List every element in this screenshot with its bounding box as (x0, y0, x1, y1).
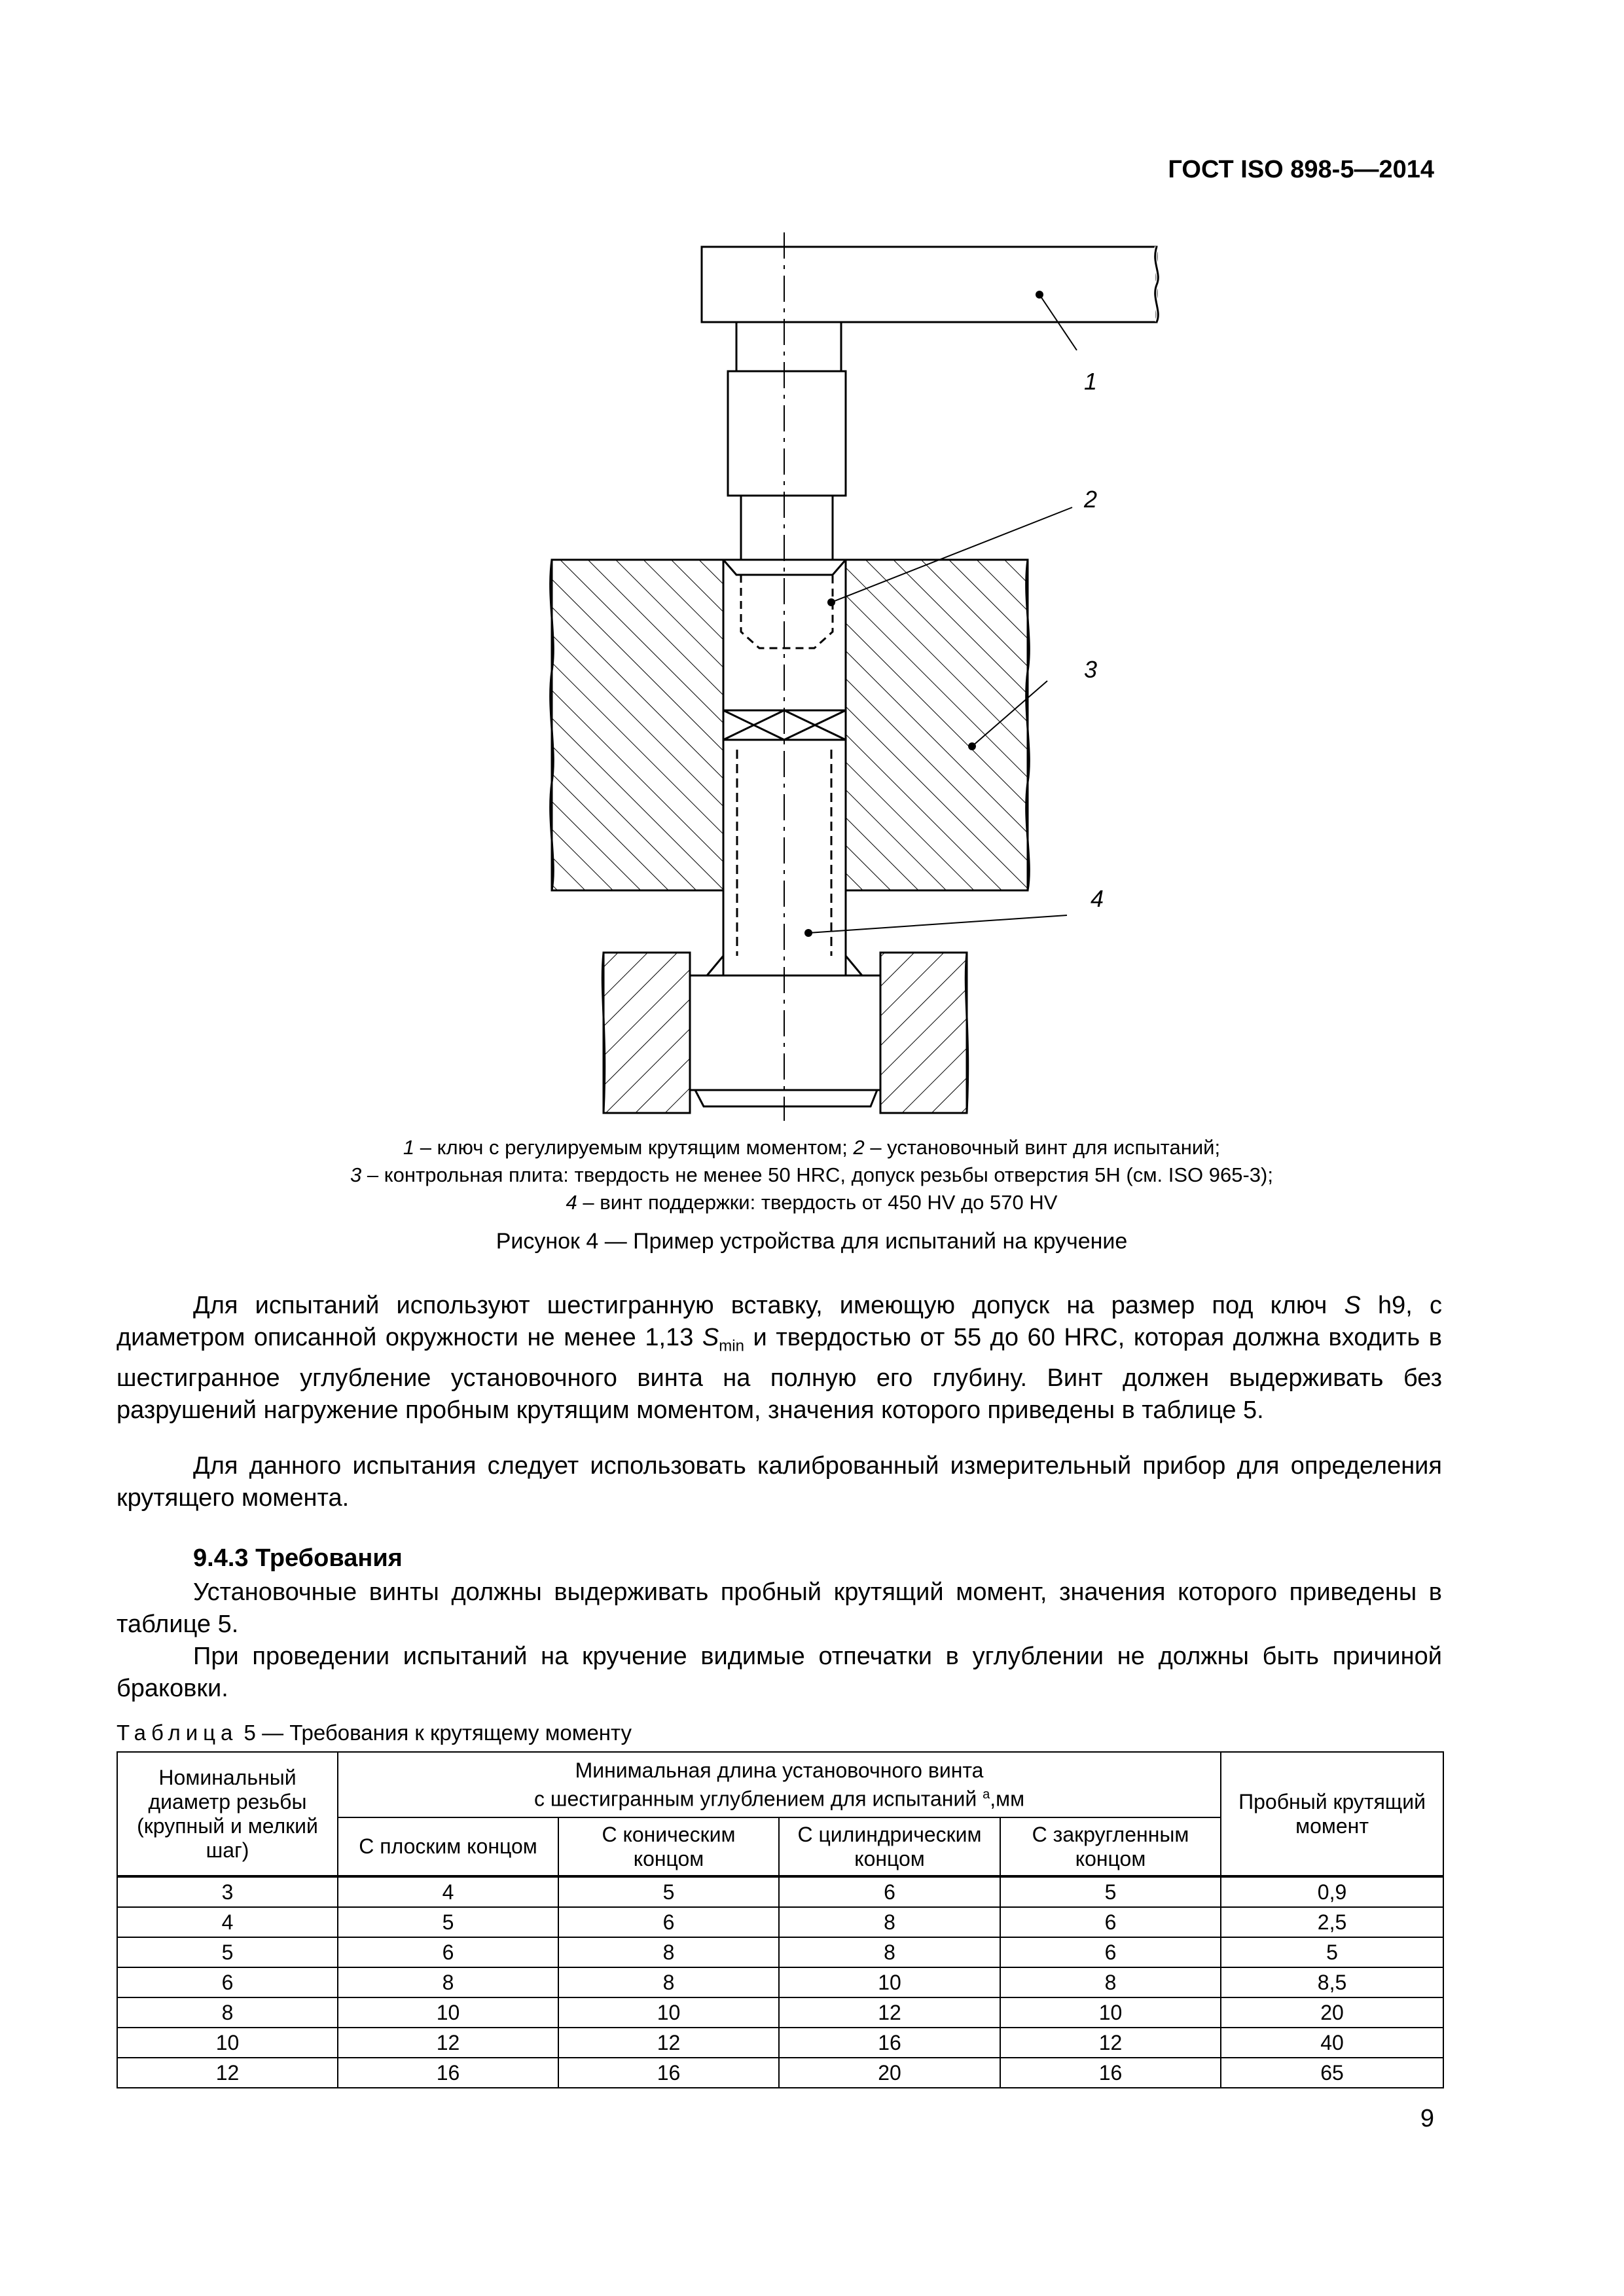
table-cell: 40 (1221, 2028, 1443, 2058)
page-number: 9 (1420, 2105, 1434, 2132)
header-min-length: Минимальная длина установочного винта с шестигранным углублением для испытаний $^a$,мм (338, 1752, 1221, 1817)
torque-requirements-table (117, 1751, 1444, 2088)
table-cell: 5 (1221, 1937, 1443, 1967)
header-cylinder-end: С цилиндрическим концом (779, 1817, 1000, 1876)
body-paragraph: При проведении испытаний на кручение видимые отпечатки в углублении не должны быть причиной браковки. (117, 1643, 1442, 1702)
header-flat-end: С плоским концом (338, 1817, 558, 1876)
table-cell: 8 (1000, 1967, 1221, 1997)
table-row (117, 2058, 1443, 2088)
table-cell: 6 (1000, 1907, 1221, 1937)
table-cell: 16 (1000, 2058, 1221, 2088)
table-cell: 8 (338, 1967, 558, 1997)
table-cell: 20 (779, 2058, 1000, 2088)
table-cell: 5 (558, 1876, 779, 1907)
table-cell: 65 (1221, 2058, 1443, 2088)
table-cell: 10 (117, 2028, 338, 2058)
header-cone-end: С коническим концом (558, 1817, 779, 1876)
table-cell: 10 (558, 1997, 779, 2028)
header-thread-diameter: Номинальный диаметр резьбы (крупный и мелкий шаг) (117, 1752, 338, 1876)
table-cell: 12 (558, 2028, 779, 2058)
body-paragraph: Установочные винты должны выдерживать пробный крутящий момент, значения которого приведены в таблице 5. (117, 1578, 1442, 1638)
table-cell: 16 (779, 2028, 1000, 2058)
table-title: Таблица 5 — Требования к крутящему моменту (117, 1721, 632, 1745)
table-cell: 16 (338, 2058, 558, 2088)
table-cell: 12 (117, 2058, 338, 2088)
table-cell: 4 (117, 1907, 338, 1937)
table-cell: 6 (1000, 1937, 1221, 1967)
header-rounded-end: С закругленным концом (1000, 1817, 1221, 1876)
table-cell: 12 (779, 1997, 1000, 2028)
table-cell: 4 (338, 1876, 558, 1907)
table-cell: 6 (338, 1937, 558, 1967)
table-cell: 8 (558, 1937, 779, 1967)
table-cell: 3 (117, 1876, 338, 1907)
table-cell: 8 (117, 1997, 338, 2028)
table-cell: 12 (338, 2028, 558, 2058)
figure-legend-line: 4 – винт поддержки: твердость от 450 HV до 570 HV (566, 1191, 1058, 1214)
body-paragraph: Для данного испытания следует использовать калиброванный измерительный прибор для определения крутящего момента. (117, 1452, 1442, 1512)
callout-3: 3 (1084, 656, 1098, 683)
table-row (117, 1907, 1443, 1937)
table-cell: 16 (558, 2058, 779, 2088)
table-cell: 6 (117, 1967, 338, 1997)
callout-2: 2 (1084, 486, 1098, 513)
callout-1: 1 (1084, 368, 1098, 395)
header-proof-torque: Пробный крутящий момент (1221, 1752, 1443, 1876)
table-cell: 5 (1000, 1876, 1221, 1907)
table-cell: 12 (1000, 2028, 1221, 2058)
table-row (117, 1997, 1443, 2028)
document-header: ГОСТ ISO 898-5—2014 (1168, 156, 1434, 183)
table-row (117, 1937, 1443, 1967)
table-cell: 10 (338, 1997, 558, 2028)
table-cell: 20 (1221, 1997, 1443, 2028)
table-cell: 2,5 (1221, 1907, 1443, 1937)
section-heading: 9.4.3 Требования (193, 1544, 403, 1572)
table-cell: 8 (779, 1907, 1000, 1937)
table-cell: 10 (1000, 1997, 1221, 2028)
table-row (117, 1876, 1443, 1907)
figure-caption: Рисунок 4 — Пример устройства для испытаний на кручение (496, 1229, 1128, 1254)
figure-legend-line: 3 – контрольная плита: твердость не менее 50 HRC, допуск резьбы отверстия 5H (см. ISO 965-3); (350, 1163, 1273, 1186)
callout-4: 4 (1091, 885, 1104, 912)
table-cell: 5 (338, 1907, 558, 1937)
table-cell: 8 (779, 1937, 1000, 1967)
body-paragraph: Для испытаний используют шестигранную вставку, имеющую допуск на размер под ключ S h9, с диаметром описанной окружности не менее 1,13 $S_{min}$ и твердостью от 55 до 60 HRC, которая должна входить в шестигранное углубление установочного винта на полную его глубину. Винт должен выдерживать без разрушений нагружение пробным крутящим моментом, значения которого приведены в таблице 5. (117, 1292, 1442, 1424)
table-cell: 0,9 (1221, 1876, 1443, 1907)
table-cell: 8 (558, 1967, 779, 1997)
table-row (117, 2028, 1443, 2058)
table-cell: 10 (779, 1967, 1000, 1997)
support-blocks (602, 953, 967, 1113)
figure-legend-line: 1 – ключ с регулируемым крутящим моментом; 2 – установочный винт для испытаний; (403, 1136, 1221, 1159)
table-row (117, 1967, 1443, 1997)
torque-test-device-drawing (537, 226, 1104, 1123)
table-cell: 5 (117, 1937, 338, 1967)
table-cell: 6 (779, 1876, 1000, 1907)
table-cell: 8,5 (1221, 1967, 1443, 1997)
table-cell: 6 (558, 1907, 779, 1937)
torque-wrench (702, 247, 1158, 322)
